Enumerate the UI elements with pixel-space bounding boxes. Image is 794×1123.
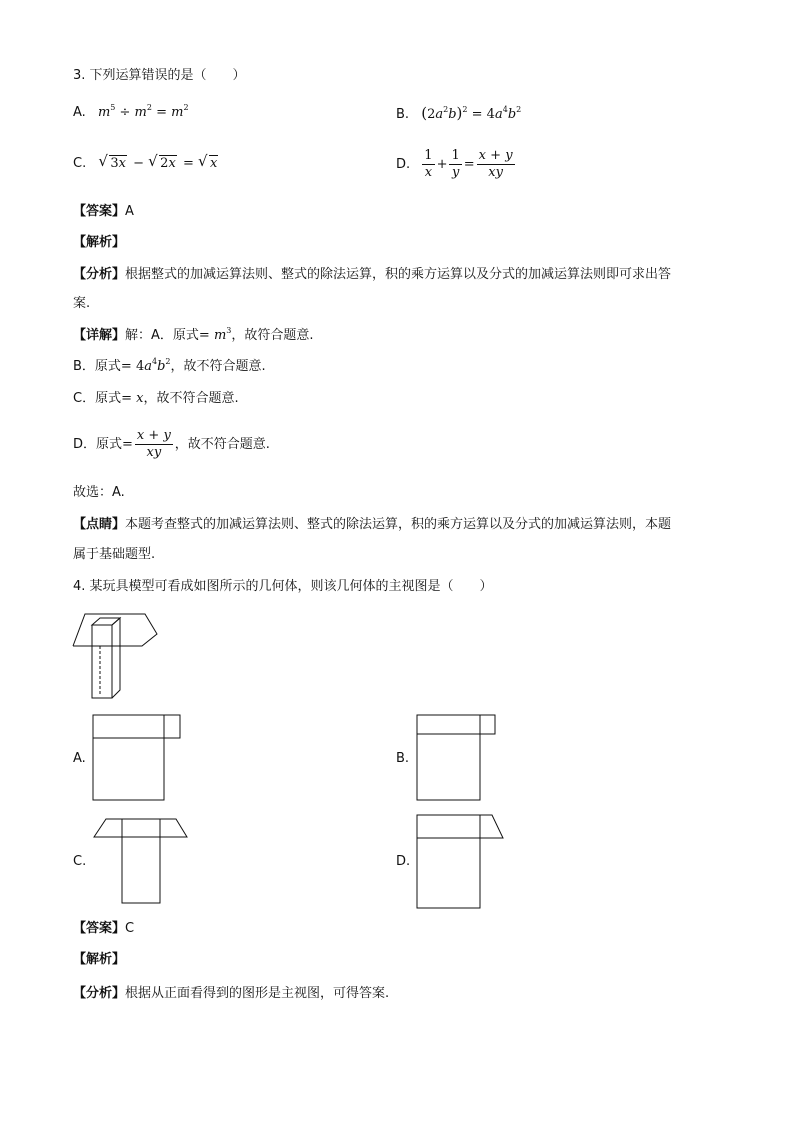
- q4-stem: 4. 某玩具模型可看成如图所示的几何体，则该几何体的主视图是（ ）: [73, 579, 493, 594]
- q3-answer: [73, 203, 134, 221]
- q3-step-d-formula: = $\frac{x + y}{xy}$: [122, 428, 171, 460]
- q3-dianjing: [73, 516, 671, 534]
- q3-option-c[interactable]: [73, 152, 220, 173]
- q3-step-b-formula: = $4a^4b^2$: [120, 357, 171, 374]
- q3-answer-value: A: [125, 204, 134, 219]
- q4-answer: [73, 920, 134, 938]
- q3-option-c-formula: √ 3x − √ 2x = √ x: [98, 152, 218, 171]
- q4-option-b-label: B.: [396, 751, 410, 766]
- q3-option-d[interactable]: [396, 145, 517, 185]
- q4-fenxi-tag: 【分析】: [73, 986, 126, 1001]
- q3-option-d-formula: $\frac{1}{x}$ + $\frac{1}{y}$ = $\frac{x + y}{xy}$: [424, 148, 513, 180]
- q4-solid-figure: [70, 608, 170, 700]
- q3-xiangjie-tag: 【详解】: [73, 328, 126, 343]
- q3-step-b: [73, 358, 266, 376]
- q3-option-a-label: A.: [73, 105, 86, 120]
- q4-option-b-figure[interactable]: [416, 714, 498, 804]
- q3-option-b-label: B.: [396, 107, 410, 122]
- q3-stem: 3. 下列运算错误的是（ ）: [73, 68, 246, 83]
- q3-dianjing-line1: 本题考查整式的加减运算法则、整式的除法运算，积的乘方运算以及分式的加减运算法则，本题: [125, 517, 672, 532]
- q4-option-c-figure[interactable]: [92, 816, 192, 908]
- q3-fenxi-line2: 案.: [73, 296, 91, 311]
- q3-dianjing-line2: 属于基础题型.: [73, 547, 156, 562]
- q3-choose: 故选：A.: [73, 485, 125, 500]
- q3-step-b-prefix: B．原式: [73, 359, 121, 374]
- q3-dianjing-tag: 【点睛】: [73, 517, 126, 532]
- q4-option-d-figure[interactable]: [416, 814, 508, 912]
- q3-step-d: [73, 425, 270, 465]
- q4-fenxi-text: 根据从正面看得到的图形是主视图，可得答案.: [125, 986, 390, 1001]
- q3-fenxi-tag: 【分析】: [73, 267, 126, 282]
- q3-fenxi: [73, 266, 671, 284]
- q3-step-c-suffix: ，故不符合题意.: [143, 391, 239, 406]
- q4-option-a-label: A.: [73, 751, 86, 766]
- q4-analysis-tag: 【解析】: [73, 952, 126, 967]
- q3-step-c-prefix: C．原式: [73, 391, 122, 406]
- q3-step-a-formula: = $m^3$: [198, 326, 232, 343]
- q4-option-d-label: D.: [396, 854, 411, 869]
- q3-step-a-prefix: 解：A．原式: [125, 328, 199, 343]
- q3-option-a[interactable]: [73, 104, 189, 122]
- q3-option-d-label: D.: [396, 157, 411, 172]
- q3-option-a-formula: $m^5 \div m^2 = m^2$: [97, 103, 189, 120]
- q3-step-b-suffix: ，故不符合题意.: [170, 359, 266, 374]
- q3-option-b-formula: $(2a^2b)^2 = 4a^4b^2$: [421, 104, 522, 122]
- q3-step-a-suffix: ，故符合题意.: [231, 328, 314, 343]
- q4-fenxi: [73, 985, 389, 1003]
- q3-answer-tag: 【答案】: [73, 204, 126, 219]
- q3-step-c-formula: = x: [121, 391, 144, 406]
- q4-answer-tag: 【答案】: [73, 921, 126, 936]
- q3-option-c-label: C.: [73, 156, 87, 171]
- q3-step-d-prefix: D．原式: [73, 437, 123, 452]
- q3-analysis-tag: 【解析】: [73, 235, 126, 250]
- q4-option-c-label: C.: [73, 854, 87, 869]
- q3-step-a: [73, 327, 314, 345]
- q3-step-c: [73, 390, 239, 408]
- q3-step-d-suffix: ，故不符合题意.: [174, 437, 270, 452]
- q4-answer-value: C: [125, 921, 135, 936]
- q3-fenxi-line1: 根据整式的加减运算法则、整式的除法运算，积的乘方运算以及分式的加减运算法则即可求出答: [125, 267, 672, 282]
- q4-option-a-figure[interactable]: [92, 714, 182, 804]
- q3-option-b[interactable]: [396, 104, 521, 124]
